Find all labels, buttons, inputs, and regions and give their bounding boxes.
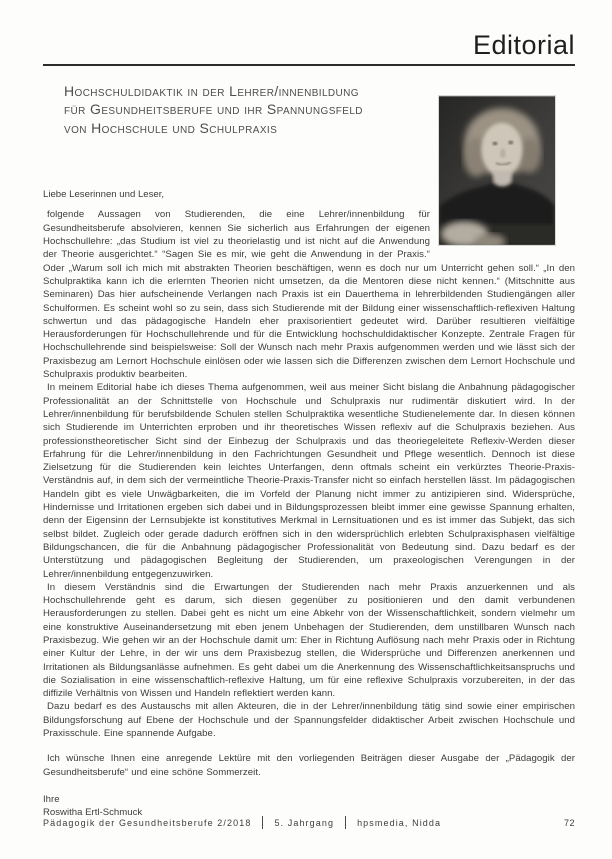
header-rule [43,64,575,66]
page-number: 72 [563,817,575,828]
footer-volume: 5. Jahrgang [274,817,335,828]
page-footer [43,816,575,829]
footer-journal: Pädagogik der Gesundheitsberufe 2/2018 [43,817,252,828]
footer-separator [262,816,263,829]
body-paragraph-2: In meinem Editorial habe ich dieses Thema aufgenommen, weil aus meiner Sicht bislang die Anbahnung pädagogischer Professionalität an der Schnittstelle von Hochschule und Schulpraxis nur rudimentär diskutiert wird. In der Lehrer/innenbildung für berufsbildende Schulen stellen Schulpraktika wesentliche Studienelemente dar. In diesen können sich Studierende im Unterrichten erproben und ihr theoretisches Wissen reflexiv auf die Schulpraxis beziehen. Aus professionstheoretischer Sicht sind der Einbezug der Schulpraxis und das theoriegeleitete Reflexiv-Werden dieser Erfahrung für die Lehrer/innenbildung in den Fachrichtungen Gesundheit und Pflege wesentlich. Dennoch ist diese Zielsetzung für die Studierenden kein leichtes Unterfangen, denn oftmals scheint ein verkürztes Theorie-Praxis-Verständnis auf, in dem sich der vermeintliche Theorie-Praxis-Transfer nicht so einfach herstellen lässt. Im pädagogischen Handeln gibt es viele Unwägbarkeiten, die im Vorfeld der Planung nicht immer zu antizipieren sind. Widersprüche, Hindernisse und Irritationen ergeben sich dabei und in Bildungsprozessen bleibt immer eine gewisse Spannung erhalten, denn der Eigensinn der Lernsubjekte ist konstitutives Merkmal in Lernsituationen und es ist immer das Subjekt, das sich selbst bildet. Zugleich oder gerade dadurch eröffnen sich in den widersprüchlich erlebten Schulpraxisphasen vielfältige Bildungschancen, die für die Anbahnung pädagogischer Professionalität von Bedeutung sind. Dazu bedarf es der Unterstützung und pädagogischen Begleitung der Studierenden, um praxeologischen Verengungen in der Lehrer/innenbildung entgegenzuwirken. [43,382,575,580]
article-title-line-2: für Gesundheitsberufe und ihr Spannungsfeld [64,101,363,118]
author-photo [438,95,575,246]
author-portrait-image [438,95,556,246]
article-body [43,82,575,820]
body-paragraph-4: Dazu bedarf es des Austauschs mit allen Akteuren, die in der Lehrer/innenbildung tätig sind sowie einer empirischen Bildungsforschung auf Ebene der Hochschule und der Spannungsfelder didaktischer Arbeit zwischen Hochschule und Praxisschule. Eine spannende Aufgabe. [43,701,575,740]
body-paragraph-3: In diesem Verständnis sind die Erwartungen der Studierenden nach mehr Praxis anzuerkennen und als Hochschullehrende geht es darum, sich diesen gegenüber zu positionieren und den damit verbundenen Herausforderungen zu stellen. Dabei geht es nicht um eine Abkehr von der Wissenschaftlichkeit, sondern vielmehr um eine konstruktive Auseinandersetzung mit eben jenem Unbehagen der Studierenden, dem unstillbaren Wunsch nach Praxisbezug. Wie gehen wir an der Hochschule damit um: Eher in Richtung Auflösung nach mehr Praxis oder in Richtung einer Kultur der Lehre, in der wir uns dem Praxisbezug stellen, die Widersprüche und Differenzen anerkennen und Irritationen als Bildungsanlässe aufnehmen. Es geht dabei um die Anerkennung des Wissenschaftlichkeitsanspruchs und die Sozialisation in eine wissenschaftlich-reflexive Haltung, um für eine reflexive Schulpraxis vorzubereiten, in der das diffizile Verhältnis von Wissen und Handeln reflektiert werden kann. [43,581,575,700]
greeting: Liebe Leserinnen und Leser, [43,189,165,201]
body-paragraph-1: folgende Aussagen von Studierenden, die eine Lehrer/innenbildung für Gesundheitsberufe absolvieren, kennen Sie sicherlich aus Erfahrungen der eigenen Hochschullehre: „das Studium ist viel zu theorielastig und ist nicht auf die Anwendung der Theorie ausgerichtet.“ “Sagen Sie es mir, wie geht die Anwendung in der Praxis.“ Oder „Warum soll ich mich mit abstrakten Theorien beschäftigen, wenn es doch nur um Unterricht gehen soll.“ „In den Schulpraktika kann ich die erlernten Theorien nicht umsetzen, da die Mentoren diese nicht kennen.“ (Mitschnitte aus Seminaren) Das hier aufscheinende Verlangen nach Praxis ist ein Dauerthema in lehrerbildenden Studiengängen aller Schulformen. Es scheint wohl so zu sein, dass sich Studierende mit der Bildung einer wissenschaftlich-reflexiven Haltung schwertun und das pädagogische Handeln eher praxisorientiert gedeutet wird. Darüber resultieren vielfältige Herausforderungen für Hochschullehrende und für die Entwicklung hochschuldidaktischer Konzepte. Zentrale Fragen für Hochschullehrende sind beispielsweise: Soll der Wunsch nach mehr Praxis aufgenommen werden und wie lässt sich der Praxisbezug am Lernort Hochschule einlösen oder wie lassen sich die Differenzen zwischen dem Lernort Hochschule und Schulpraxis produktiv bearbeiten. [43,209,575,381]
page-title: Editorial [472,30,575,60]
closing-salutation: Ihre [43,793,60,805]
article-title-line-1: Hochschuldidaktik in der Lehrer/innenbildung [64,82,359,99]
footer-separator [345,816,346,829]
closing-author: Roswitha Ertl-Schmuck [43,807,143,819]
footer-publisher: hpsmedia, Nidda [357,817,442,828]
article-title-line-3: von Hochschule und Schulpraxis [64,119,278,136]
body-paragraph-5: Ich wünsche Ihnen eine anregende Lektüre mit den vorliegenden Beiträgen dieser Ausgabe der „Pädagogik der Gesundheitsberufe“ und eine schöne Sommerzeit. [43,753,575,778]
